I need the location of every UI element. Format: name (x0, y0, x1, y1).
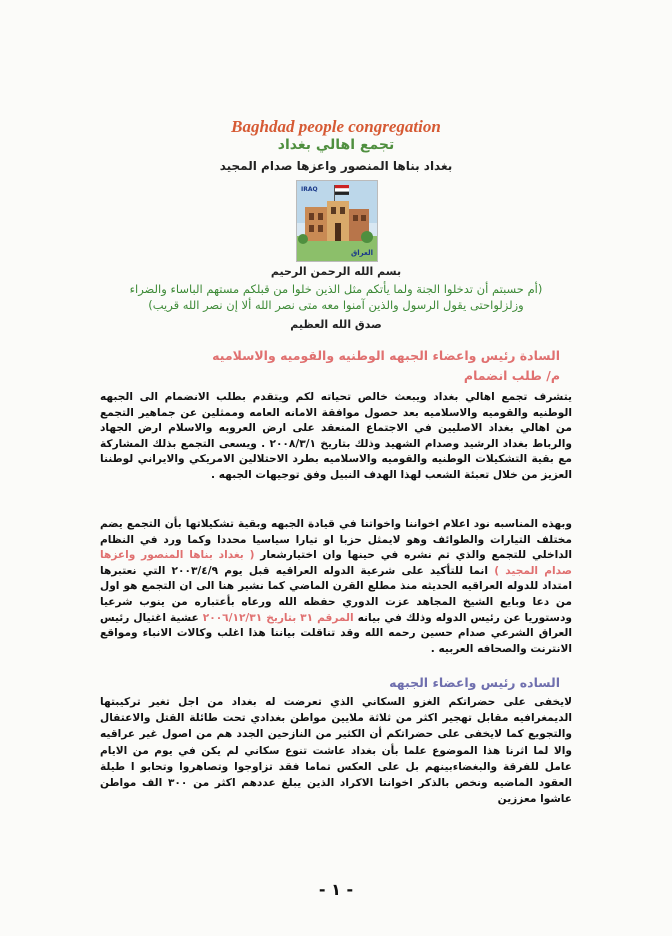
page-number: - ١ - (318, 880, 354, 899)
verse-line-1: (أم حسبتم أن تدخلوا الجنة ولما يأتكم مثل الذين خلوا من قبلكم مستهم الباساء والضراء (129, 282, 543, 296)
slogan-subtitle: بغداد بناها المنصور واعزها صدام المجيد (219, 159, 453, 173)
image-label-ar: العراق (351, 249, 373, 257)
paragraph-text-c: عشية اغتيال رئيس العراق الشرعي صدام حسين رحمه الله وقد تناقلت بياننا هذا اغلب وكالات الانباء ومواقع الانترنت والصحافه العربيه . (100, 611, 572, 655)
paragraph-announcement (100, 517, 572, 657)
quran-verse (90, 281, 582, 313)
paragraph-text-a: وبهذه المناسبه نود اعلام اخواننا واخواتنا في قيادة الجبهه وبقية تشكيلاتها بأن التجمع يضم مختلف التيارات والطوائف وهو لايمثل حزبا او تيارا سياسيا محددا وكما ورد في النظام الداخلي للتجمع والذي تم نشره في حينها وان اختيارشعار (100, 518, 572, 562)
verse-line-2: وزلزلواحتى يقول الرسول والذين آمنوا معه متى نصر الله ألا إن نصر الله قريب) (148, 298, 524, 312)
section2-heading: الساده رئيس واعضاء الجبهه (389, 675, 560, 690)
paragraph-text-b: انما للتأكيد على شرعية الدوله العراقيه قبل يوم ٢٠٠٣/٤/٩ التي نعتبرها امتداد للدوله العراقيه الحديثه منذ مطلع القرن الماضي كما نشير هنا الى ان التجمع هو اول من دعا وبايع الشيخ المجاهد عزت الدوري حفظه الله ورعاه بأعتباره من ينوب شرعيا ودستوريا عن رئيس الدوله وذلك في بيانه (100, 564, 572, 624)
slogan-highlight: ( بغداد بناها المنصور واعزها صدام المجيد ) (100, 549, 572, 577)
paragraph-request: يتشرف تجمع اهالي بغداد ويبعث خالص تحياته لكم ويتقدم بطلب الانضمام الى الجبهه الوطنيه والقوميه والاسلاميه بعد حصول موافقة الامانه العامه وممثلين عن جماهير التجمع من اهالي بغداد الاصليين في الاجتماع المنعقد على ارض العروبه والاسلام ارض الجهاد والرباط بغداد الرشيد وصدام الشهيد وذلك بتاريخ ٢٠٠٨/٣/١ . ويسعى التجمع بذلك المشاركة مع بقية التشكيلات الوطنيه والقوميه والاسلاميه بطرد الاحتلالين الامريكي والايراني لوطننا العزيز من خلال تعبئة الشعب لهذا الهدف النبيل وفق توجيهات الجبهه . (100, 391, 572, 481)
basmala: بسم الله الرحمن الرحيم (270, 265, 402, 278)
iraq-building-illustration (297, 181, 377, 261)
section1-heading: السادة رئيس واعضاء الجبهه الوطنيه والقوميه والاسلاميه (212, 348, 560, 363)
verse-closing: صدق الله العظيم (290, 318, 382, 331)
image-label-en: IRAQ (301, 186, 318, 193)
subject-line: م/ طلب انضمام (463, 368, 560, 383)
statement-reference: المرقم ٣١ بتاريخ ٢٠٠٦/١٢/٣١ (202, 611, 354, 624)
iraq-building-image (296, 180, 378, 262)
title-arabic: تجمع اهالي بغداد (277, 137, 395, 153)
paragraph-demographics: لايخفى على حضراتكم الغزو السكاني الذي تعرضت له بغداد من اجل تغير تركيبتها الديمغرافيه مقابل تهجير اكثر من ثلاثة ملايين مواطن بغدادي تحت طائلة القتل والاعتقال والتجويع كما لايخفى على حضراتكم أن الكثير من النازحين الجدد هم من اصول غير عراقيه والا لما اثرنا هذا الموضوع علما بأن بغداد عاشت تنوع سكاني لم يكن في يوم من الايام عامل للفرقة والبغضاءبينهم بل على العكس تماما فقد تزاوجوا وتصاهروا وتحابو ا طيلة العقود الماضيه ونخص بالذكر اخواننا الاكراد الذين يبلغ عددهم اكثر من ٣٠٠ الف مواطن عاشوا معززين (100, 696, 572, 806)
title-english: Baghdad people congregation (231, 117, 441, 136)
